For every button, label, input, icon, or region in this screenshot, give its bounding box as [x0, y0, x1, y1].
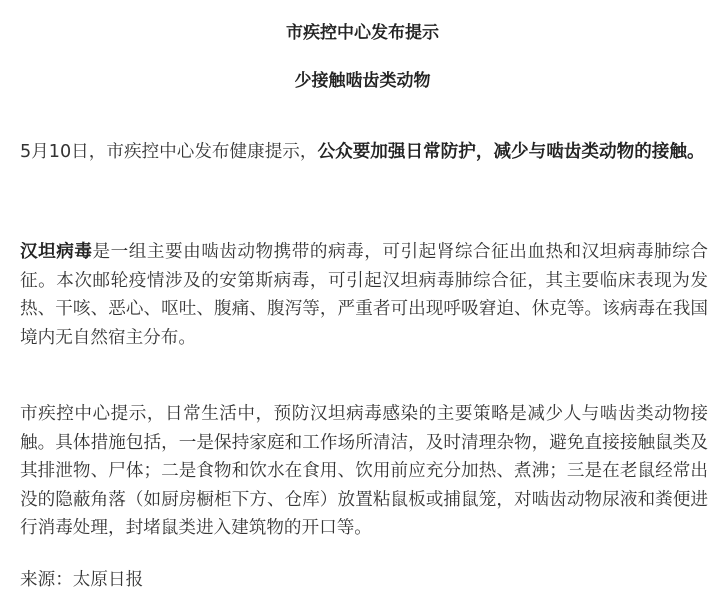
article-subtitle: 少接触啮齿类动物 [294, 71, 431, 91]
intro-lead-text: 5月10日，市疾控中心发布健康提示， [20, 142, 318, 162]
paragraph-hantavirus [20, 238, 708, 352]
paragraph-prevention: 市疾控中心提示，日常生活中，预防汉坦病毒感染的主要策略是减少人与啮齿类动物接触。具体措施包括，一是保持家庭和工作场所清洁，及时清理杂物，避免直接接触鼠类及其排泄物、尸体；二是食物和饮水在食用、饮用前应充分加热、煮沸；三是在老鼠经常出没的隐蔽角落（如厨房橱柜下方、仓库）放置粘鼠板或捕鼠笼，对啮齿动物尿液和粪便进行消毒处理，封堵鼠类进入建筑物的开口等。 [20, 404, 708, 538]
intro-bold-text: 公众要加强日常防护，减少与啮齿类动物的接触。 [317, 142, 705, 162]
hantavirus-description: 是一组主要由啮齿动物携带的病毒，可引起肾综合征出血热和汉坦病毒肺综合征。本次邮轮疫情涉及的安第斯病毒，可引起汉坦病毒肺综合征，其主要临床表现为发热、干咳、恶心、呕吐、腹痛、腹泻等，严重者可出现呼吸窘迫、休克等。该病毒在我国境内无自然宿主分布。 [20, 242, 708, 348]
article-title: 市疾控中心发布提示 [286, 23, 439, 43]
paragraph-intro [20, 138, 708, 167]
source-line: 来源：太原日报 [20, 570, 144, 590]
hantavirus-term: 汉坦病毒 [20, 242, 93, 262]
